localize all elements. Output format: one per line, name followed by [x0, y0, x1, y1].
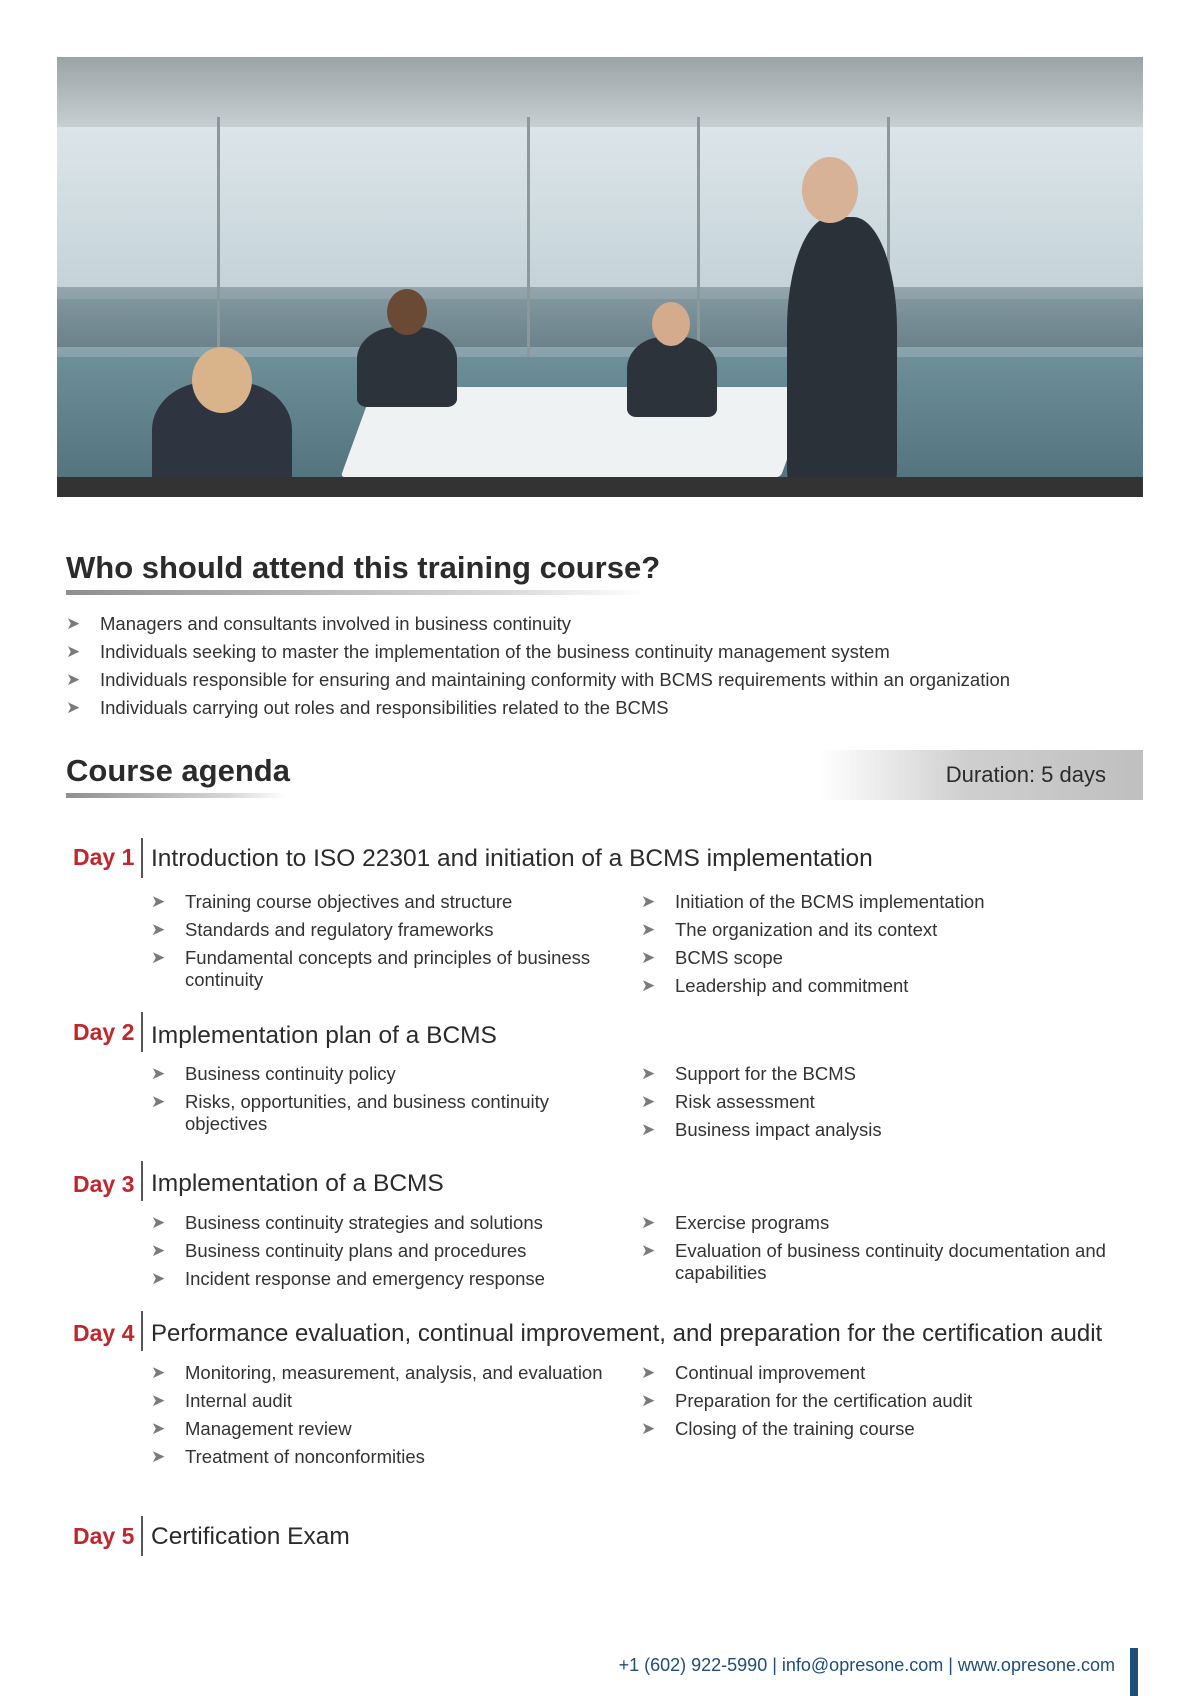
hero-person [357, 327, 457, 407]
arrow-bullet-icon: ➤ [641, 1241, 656, 1260]
arrow-bullet-icon: ➤ [641, 920, 656, 939]
arrow-bullet-icon: ➤ [151, 1213, 166, 1232]
list-item: ➤ Leadership and commitment [641, 975, 909, 996]
arrow-bullet-icon: ➤ [151, 948, 166, 967]
day-divider [141, 1311, 143, 1351]
day-5-label: Day 5 [73, 1523, 135, 1549]
list-item: ➤ Fundamental concepts and principles of business continuity [151, 947, 591, 990]
arrow-bullet-icon: ➤ [641, 1064, 656, 1083]
arrow-bullet-icon: ➤ [641, 1363, 656, 1382]
hero-person-head [192, 347, 252, 413]
list-item: ➤ Individuals seeking to master the implementation of the business continuity management system [66, 638, 1146, 666]
hero-person-head [802, 157, 858, 223]
day-divider [141, 838, 143, 878]
day-4-label: Day 4 [73, 1320, 135, 1346]
day-2-label: Day 2 [73, 1019, 135, 1045]
day-3-topics-right [641, 1212, 1141, 1290]
arrow-bullet-icon: ➤ [66, 642, 81, 661]
list-item: ➤ Training course objectives and structure [151, 891, 513, 912]
day-2-topics-left [151, 1063, 621, 1141]
arrow-bullet-icon: ➤ [151, 920, 166, 939]
list-item: ➤ Risks, opportunities, and business continuity objectives [151, 1091, 550, 1134]
day-4-title: Performance evaluation, continual improvement, and preparation for the certification audit [151, 1320, 1103, 1347]
hero-person [627, 337, 717, 417]
audience-title: Who should attend this training course? [66, 550, 661, 585]
arrow-bullet-icon: ➤ [641, 1120, 656, 1139]
arrow-bullet-icon: ➤ [151, 1064, 166, 1083]
list-item: ➤ The organization and its context [641, 919, 938, 940]
list-item: ➤ Incident response and emergency response [151, 1268, 545, 1289]
agenda-title-underline [66, 793, 286, 798]
list-item: ➤ Closing of the training course [641, 1418, 915, 1439]
day-divider [141, 1161, 143, 1201]
arrow-bullet-icon: ➤ [641, 1419, 656, 1438]
list-item: ➤ Support for the BCMS [641, 1063, 856, 1084]
day-divider [141, 1012, 143, 1052]
audience-title-underline [66, 590, 646, 595]
list-item: ➤ Individuals carrying out roles and responsibilities related to the BCMS [66, 694, 1146, 722]
arrow-bullet-icon: ➤ [641, 948, 656, 967]
list-item: ➤ Preparation for the certification audit [641, 1390, 973, 1411]
arrow-bullet-icon: ➤ [66, 614, 81, 633]
list-item: ➤ Risk assessment [641, 1091, 815, 1112]
arrow-bullet-icon: ➤ [641, 1092, 656, 1111]
day-3-topics-left [151, 1212, 621, 1296]
arrow-bullet-icon: ➤ [151, 1269, 166, 1288]
list-item: ➤ Evaluation of business continuity documentation and capabilities [641, 1240, 1106, 1283]
audience-list [66, 610, 1146, 722]
list-item: ➤ Treatment of nonconformities [151, 1446, 425, 1467]
day-5-title: Certification Exam [151, 1523, 350, 1550]
duration-box [820, 750, 1143, 800]
day-3-title: Implementation of a BCMS [151, 1170, 444, 1197]
list-item: ➤ Management review [151, 1418, 352, 1439]
list-item: ➤ Initiation of the BCMS implementation [641, 891, 985, 912]
arrow-bullet-icon: ➤ [151, 1363, 166, 1382]
day-2-topics-right [641, 1063, 1141, 1147]
arrow-bullet-icon: ➤ [641, 976, 656, 995]
list-item: ➤ Exercise programs [641, 1212, 830, 1233]
list-item: ➤ Individuals responsible for ensuring and maintaining conformity with BCMS requirements within an organization [66, 666, 1146, 694]
arrow-bullet-icon: ➤ [641, 1213, 656, 1232]
hero-image [57, 57, 1143, 497]
list-item: ➤ Business continuity policy [151, 1063, 396, 1084]
list-item: ➤ Business continuity strategies and solutions [151, 1212, 543, 1233]
day-4-topics-right [641, 1362, 1141, 1446]
arrow-bullet-icon: ➤ [66, 670, 81, 689]
hero-window-frame [697, 117, 700, 377]
hero-bottom-band [57, 477, 1143, 497]
arrow-bullet-icon: ➤ [641, 1391, 656, 1410]
day-3-label: Day 3 [73, 1171, 135, 1197]
list-item: ➤ Monitoring, measurement, analysis, and evaluation [151, 1362, 603, 1383]
arrow-bullet-icon: ➤ [151, 1391, 166, 1410]
arrow-bullet-icon: ➤ [151, 1241, 166, 1260]
list-item: ➤ Continual improvement [641, 1362, 866, 1383]
agenda-title: Course agenda [66, 753, 290, 788]
list-item: ➤ Standards and regulatory frameworks [151, 919, 494, 940]
arrow-bullet-icon: ➤ [151, 1092, 166, 1111]
day-1-topics-right [641, 891, 1141, 1003]
hero-person-head [387, 289, 427, 335]
list-item: ➤ Internal audit [151, 1390, 292, 1411]
day-1-label: Day 1 [73, 844, 135, 870]
list-item: ➤ Managers and consultants involved in business continuity [66, 610, 1146, 638]
arrow-bullet-icon: ➤ [151, 892, 166, 911]
day-1-topics-left [151, 891, 621, 997]
hero-window-frame [217, 117, 220, 377]
list-item: ➤ BCMS scope [641, 947, 783, 968]
day-4-topics-left [151, 1362, 631, 1474]
arrow-bullet-icon: ➤ [151, 1419, 166, 1438]
hero-person [787, 217, 897, 497]
hero-person-head [652, 302, 690, 346]
day-divider [141, 1516, 143, 1556]
footer-accent-bar [1130, 1648, 1138, 1696]
hero-window-frame [527, 117, 530, 377]
day-2-title: Implementation plan of a BCMS [151, 1022, 497, 1049]
arrow-bullet-icon: ➤ [66, 698, 81, 717]
day-1-title: Introduction to ISO 22301 and initiation of a BCMS implementation [151, 845, 873, 872]
arrow-bullet-icon: ➤ [151, 1447, 166, 1466]
duration-text: Duration: 5 days [945, 762, 1106, 787]
list-item: ➤ Business continuity plans and procedures [151, 1240, 527, 1261]
footer-contact: +1 (602) 922-5990 | info@opresone.com | www.opresone.com [618, 1655, 1115, 1675]
list-item: ➤ Business impact analysis [641, 1119, 882, 1140]
arrow-bullet-icon: ➤ [641, 892, 656, 911]
